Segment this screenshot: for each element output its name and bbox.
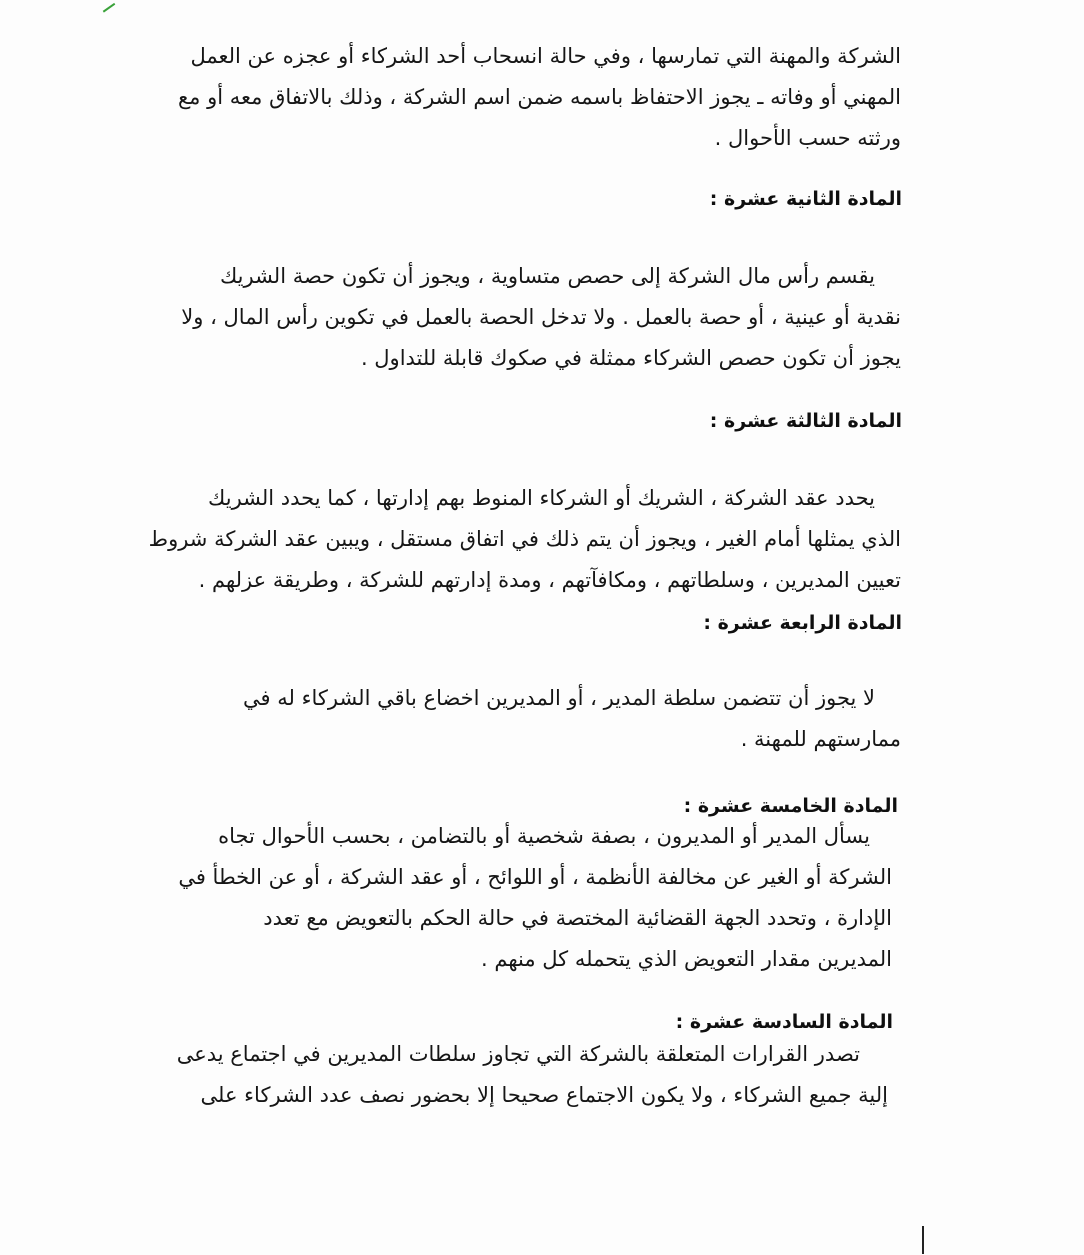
paragraph-continuation — [178, 36, 901, 159]
article-14-body — [183, 678, 901, 760]
article-13-heading: المادة الثالثة عشرة : — [709, 410, 902, 432]
page-edge-mark — [922, 1226, 924, 1254]
corner-pen-mark — [95, 0, 116, 13]
article-14-heading: المادة الرابعة عشرة : — [703, 612, 902, 634]
text-line: يسأل المدير أو المديرون ، بصفة شخصية أو بالتضامن ، بحسب الأحوال تجاه — [218, 824, 870, 848]
text-line: تصدر القرارات المتعلقة بالشركة التي تجاوز سلطات المديرين في اجتماع يدعى — [176, 1042, 860, 1066]
article-16-body — [172, 1034, 888, 1116]
text-line: المهني أو وفاته ـ يجوز الاحتفاظ باسمه ضمن اسم الشركة ، وذلك بالاتفاق معه أو مع — [178, 85, 901, 109]
text-line: الإدارة ، وتحدد الجهة القضائية المختصة في حالة الحكم بالتعويض مع تعدد — [263, 906, 892, 930]
text-line: يجوز أن تكون حصص الشركاء ممثلة في صكوك قابلة للتداول . — [360, 346, 901, 370]
text-line: إلية جميع الشركاء ، ولا يكون الاجتماع صحيحا إلا بحضور نصف عدد الشركاء على — [200, 1083, 888, 1107]
text-line: المديرين مقدار التعويض الذي يتحمله كل منهم . — [481, 947, 892, 971]
text-line: لا يجوز أن تتضمن سلطة المدير ، أو المديرين اخضاع باقي الشركاء له في — [243, 686, 875, 710]
text-line: الذي يمثلها أمام الغير ، ويجوز أن يتم ذلك في اتفاق مستقل ، ويبين عقد الشركة شروط — [148, 527, 901, 551]
article-15-heading: المادة الخامسة عشرة : — [683, 795, 898, 817]
text-line: الشركة والمهنة التي تمارسها ، وفي حالة انسحاب أحد الشركاء أو عجزه عن العمل — [190, 44, 901, 68]
text-line: تعيين المديرين ، وسلطاتهم ، ومكافآتهم ، ومدة إدارتهم للشركة ، وطريقة عزلهم . — [198, 568, 901, 592]
article-16-heading: المادة السادسة عشرة : — [675, 1011, 893, 1033]
text-line: ورثته حسب الأحوال . — [714, 126, 901, 150]
text-line: الشركة أو الغير عن مخالفة الأنظمة ، أو اللوائح ، أو عقد الشركة ، أو عن الخطأ في — [178, 865, 892, 889]
text-line: نقدية أو عينية ، أو حصة بالعمل . ولا تدخل الحصة بالعمل في تكوين رأس المال ، ولا — [181, 305, 901, 329]
text-line: ممارستهم للمهنة . — [740, 727, 901, 751]
article-15-body — [180, 816, 892, 980]
article-13-body — [148, 478, 901, 601]
text-line: يقسم رأس مال الشركة إلى حصص متساوية ، ويجوز أن تكون حصة الشريك — [219, 264, 875, 288]
article-12-body — [183, 256, 901, 379]
article-12-heading: المادة الثانية عشرة : — [709, 188, 902, 210]
text-line: يحدد عقد الشركة ، الشريك أو الشركاء المنوط بهم إدارتها ، كما يحدد الشريك — [208, 486, 875, 510]
